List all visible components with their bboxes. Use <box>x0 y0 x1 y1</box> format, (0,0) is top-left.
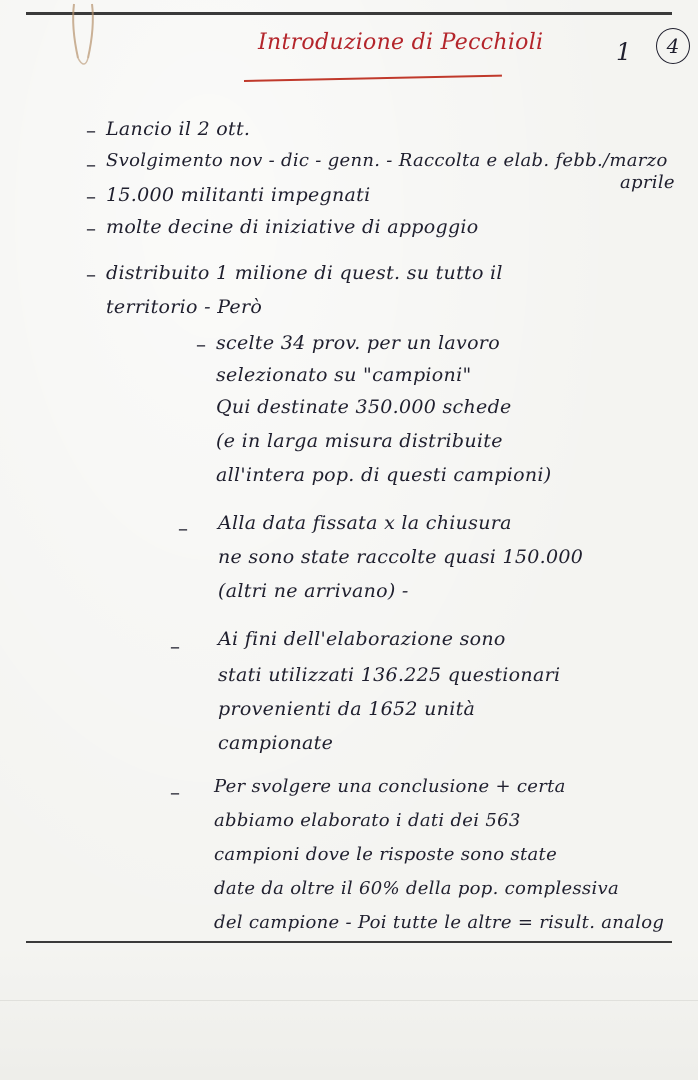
bullet-dash: – <box>196 332 206 356</box>
note-line: (altri ne arrivano) - <box>218 580 409 602</box>
note-line: provenienti da 1652 unità <box>218 698 476 720</box>
page-circle-number: 4 <box>656 28 690 64</box>
note-line: ne sono state raccolte quasi 150.000 <box>218 546 584 568</box>
note-line: campionate <box>218 732 334 754</box>
note-line: (e in larga misura distribuite <box>216 430 503 452</box>
document-title: Introduzione di Pecchioli <box>258 30 544 55</box>
note-line: date da oltre il 60% della pop. complessiva <box>214 878 620 899</box>
note-line: Ai fini dell'elaborazione sono <box>218 628 506 650</box>
note-line: Alla data fissata x la chiusura <box>218 512 512 534</box>
bullet-dash: – <box>86 118 96 142</box>
bullet-dash: – <box>86 152 96 176</box>
note-line: selezionato su "campioni" <box>216 364 472 386</box>
page-fold <box>0 1000 698 1001</box>
page-bottom-margin <box>0 945 698 1080</box>
bullet-dash: – <box>86 216 96 240</box>
bullet-dash: – <box>170 634 180 658</box>
note-line: Lancio il 2 ott. <box>106 118 251 140</box>
bullet-dash: – <box>86 184 96 208</box>
note-line: aprile <box>620 172 675 193</box>
top-rule <box>26 12 672 15</box>
staple-mark-icon <box>62 0 108 70</box>
note-line: 15.000 militanti impegnati <box>106 184 371 206</box>
title-underline <box>244 75 502 82</box>
note-line: territorio - Però <box>106 296 263 318</box>
note-line: abbiamo elaborato i dati dei 563 <box>214 810 521 831</box>
note-line: distribuito 1 milione di quest. su tutto il <box>106 262 503 284</box>
note-line: all'intera pop. di questi campioni) <box>216 464 552 486</box>
note-line: del campione - Poi tutte le altre = risult. analog <box>214 912 665 933</box>
bullet-dash: – <box>178 516 188 540</box>
note-line: molte decine di iniziative di appoggio <box>106 216 479 238</box>
note-line: scelte 34 prov. per un lavoro <box>216 332 500 354</box>
note-line: Qui destinate 350.000 schede <box>216 396 512 418</box>
bullet-dash: – <box>170 780 180 804</box>
note-line: Per svolgere una conclusione + certa <box>214 776 566 797</box>
note-line: stati utilizzati 136.225 questionari <box>218 664 561 686</box>
page-number: 1 <box>616 38 632 66</box>
bottom-rule <box>26 941 672 943</box>
note-line: campioni dove le risposte sono state <box>214 844 558 865</box>
bullet-dash: – <box>86 262 96 286</box>
note-line: Svolgimento nov - dic - genn. - Raccolta e elab. febb./marzo <box>106 150 668 171</box>
